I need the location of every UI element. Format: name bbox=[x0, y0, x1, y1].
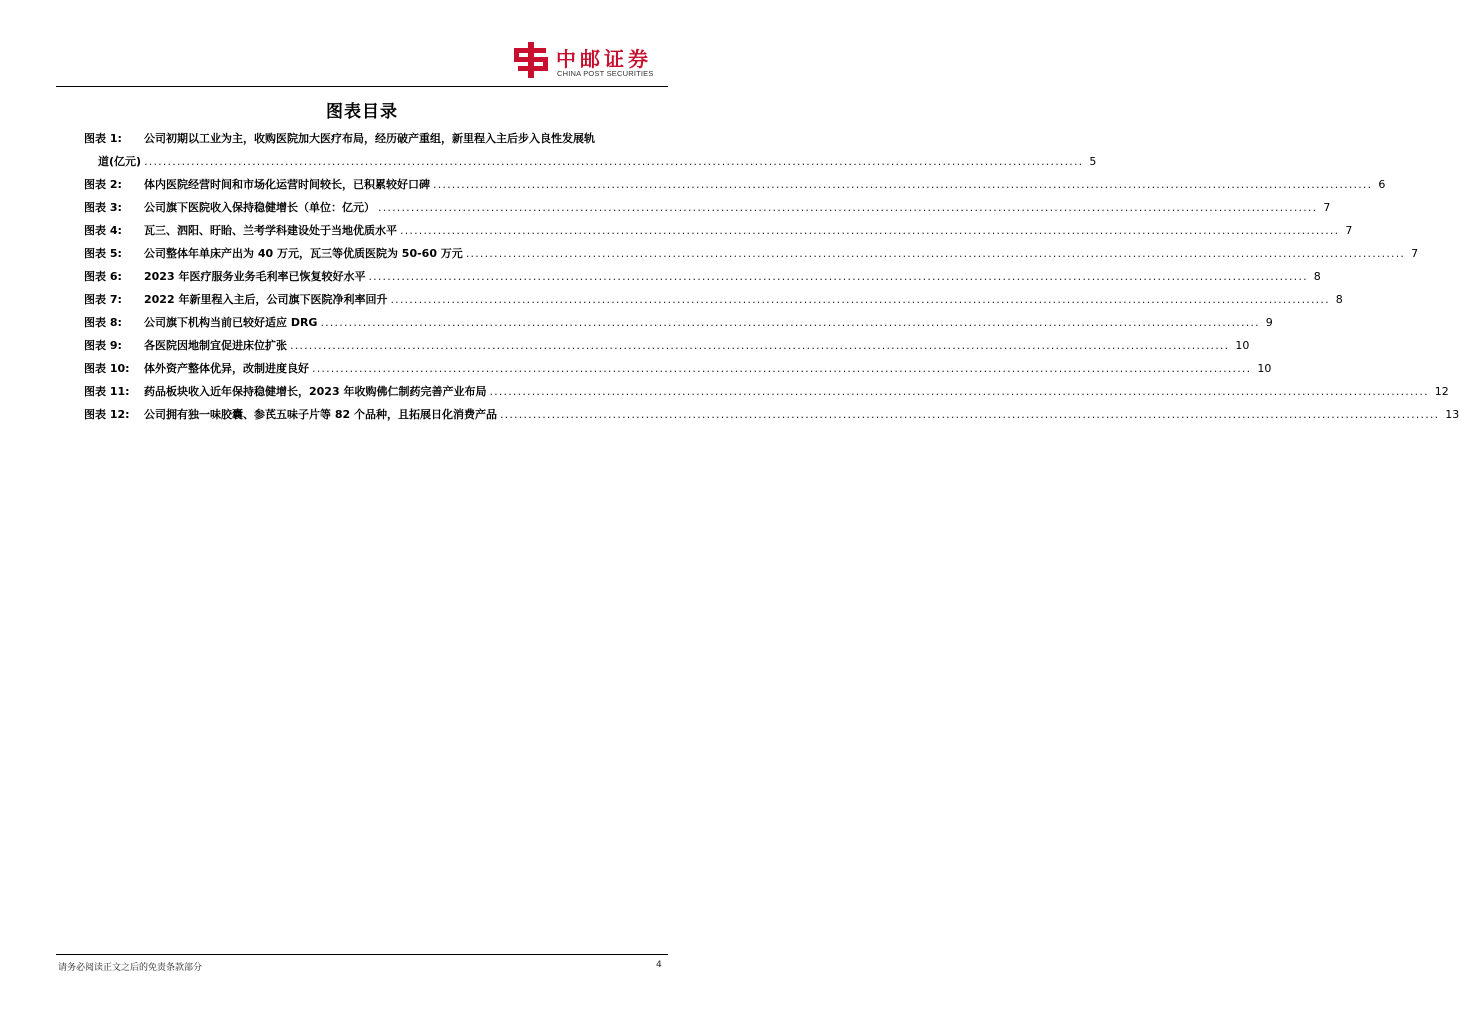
toc-entry-label: 图表 10: bbox=[84, 362, 130, 375]
toc-leader-dots: ........................................................................................................................................................................................................ bbox=[499, 408, 1440, 421]
toc-entry-page: 10 bbox=[1235, 339, 1250, 352]
toc-entry-title: 体外资产整体优异，改制进度良好 bbox=[144, 362, 309, 375]
toc-entry-label: 图表 1: bbox=[84, 132, 122, 145]
toc-entry-title: 2023 年医疗服务业务毛利率已恢复较好水平 bbox=[144, 270, 366, 283]
brand-name-en: CHINA POST SECURITIES bbox=[557, 69, 654, 78]
toc-entry-label: 图表 3: bbox=[84, 201, 122, 214]
toc-entry-label: 图表 11: bbox=[84, 385, 130, 398]
toc-leader-dots: ........................................................................................................................................................................................................ bbox=[312, 362, 1252, 375]
toc-entry-label: 图表 4: bbox=[84, 224, 122, 237]
toc-entry-title: 公司初期以工业为主，收购医院加大医疗布局，经历破产重组，新里程入主后步入良性发展轨 bbox=[144, 132, 595, 145]
footer-divider bbox=[56, 954, 668, 955]
toc-entry-title: 2022 年新里程入主后，公司旗下医院净利率回升 bbox=[144, 293, 388, 306]
toc-entry[interactable] bbox=[84, 311, 1273, 334]
toc-entry-title: 瓦三、泗阳、盱眙、兰考学科建设处于当地优质水平 bbox=[144, 224, 397, 237]
toc-entry-title: 体内医院经营时间和市场化运营时间较长，已积累较好口碑 bbox=[144, 178, 430, 191]
toc-entry-label: 图表 7: bbox=[84, 293, 122, 306]
toc-entry[interactable] bbox=[84, 242, 1419, 265]
toc-entry-label: 图表 6: bbox=[84, 270, 122, 283]
toc-entry[interactable] bbox=[84, 219, 1353, 242]
page-header bbox=[0, 0, 724, 90]
toc-entry[interactable] bbox=[84, 403, 1459, 426]
footer-page-number: 4 bbox=[656, 960, 662, 970]
toc-entry-page: 8 bbox=[1313, 270, 1321, 283]
toc-entry-page: 8 bbox=[1335, 293, 1343, 306]
toc-entry-label: 图表 9: bbox=[84, 339, 122, 352]
toc-entry-page: 9 bbox=[1265, 316, 1273, 329]
toc-list bbox=[84, 127, 1459, 426]
toc-entry[interactable] bbox=[84, 127, 1097, 173]
brand-logo bbox=[514, 42, 674, 82]
toc-leader-dots: ........................................................................................................................................................................................................ bbox=[489, 385, 1429, 398]
toc-leader-dots: ........................................................................................................................................................................................................ bbox=[290, 339, 1230, 352]
toc-leader-dots: ........................................................................................................................................................................................................ bbox=[368, 270, 1308, 283]
toc-entry[interactable] bbox=[84, 288, 1343, 311]
toc-leader-dots: ........................................................................................................................................................................................................ bbox=[400, 224, 1340, 237]
toc-entry[interactable] bbox=[84, 380, 1449, 403]
toc-entry-title: 公司旗下医院收入保持稳健增长（单位：亿元） bbox=[144, 201, 375, 214]
toc-entry[interactable] bbox=[84, 173, 1386, 196]
china-post-logo-icon bbox=[514, 42, 548, 78]
toc-entry-page: 6 bbox=[1378, 178, 1386, 191]
toc-entry[interactable] bbox=[84, 196, 1331, 219]
toc-leader-dots: ........................................................................................................................................................................................................ bbox=[390, 293, 1330, 306]
toc-title: 图表目录 bbox=[326, 102, 398, 122]
toc-entry-title: 公司拥有独一味胶囊、参芪五味子片等 82 个品种，且拓展日化消费产品 bbox=[144, 408, 497, 421]
toc-leader-dots: ........................................................................................................................................................................................................ bbox=[144, 155, 1084, 168]
toc-entry-page: 12 bbox=[1434, 385, 1449, 398]
toc-entry-title-continued: 道(亿元) bbox=[98, 155, 142, 168]
toc-entry-label: 图表 2: bbox=[84, 178, 122, 191]
toc-entry-page: 7 bbox=[1323, 201, 1331, 214]
brand-name-cn: 中邮证券 bbox=[556, 47, 652, 71]
toc-leader-dots: ........................................................................................................................................................................................................ bbox=[465, 247, 1406, 260]
toc-entry-page: 5 bbox=[1089, 155, 1097, 168]
toc-entry[interactable] bbox=[84, 265, 1321, 288]
footer-disclaimer: 请务必阅读正文之后的免责条款部分 bbox=[58, 963, 203, 973]
toc-leader-dots: ........................................................................................................................................................................................................ bbox=[378, 201, 1318, 214]
toc-entry-label: 图表 12: bbox=[84, 408, 130, 421]
toc-entry-label: 图表 5: bbox=[84, 247, 122, 260]
toc-leader-dots: ........................................................................................................................................................................................................ bbox=[433, 178, 1373, 191]
toc-entry-page: 13 bbox=[1445, 408, 1459, 421]
toc-entry[interactable] bbox=[84, 334, 1250, 357]
toc-leader-dots: ........................................................................................................................................................................................................ bbox=[320, 316, 1260, 329]
header-divider bbox=[56, 86, 668, 87]
toc-entry-label: 图表 8: bbox=[84, 316, 122, 329]
toc-entry-page: 7 bbox=[1345, 224, 1353, 237]
toc-entry-page: 7 bbox=[1411, 247, 1419, 260]
toc-entry-title: 药品板块收入近年保持稳健增长，2023 年收购佛仁制药完善产业布局 bbox=[144, 385, 487, 398]
toc-entry[interactable] bbox=[84, 357, 1272, 380]
toc-entry-title: 公司旗下机构当前已较好适应 DRG bbox=[144, 316, 318, 329]
toc-entry-title: 各医院因地制宜促进床位扩张 bbox=[144, 339, 287, 352]
toc-entry-page: 10 bbox=[1257, 362, 1272, 375]
toc-entry-title: 公司整体年单床产出为 40 万元，瓦三等优质医院为 50-60 万元 bbox=[144, 247, 463, 260]
